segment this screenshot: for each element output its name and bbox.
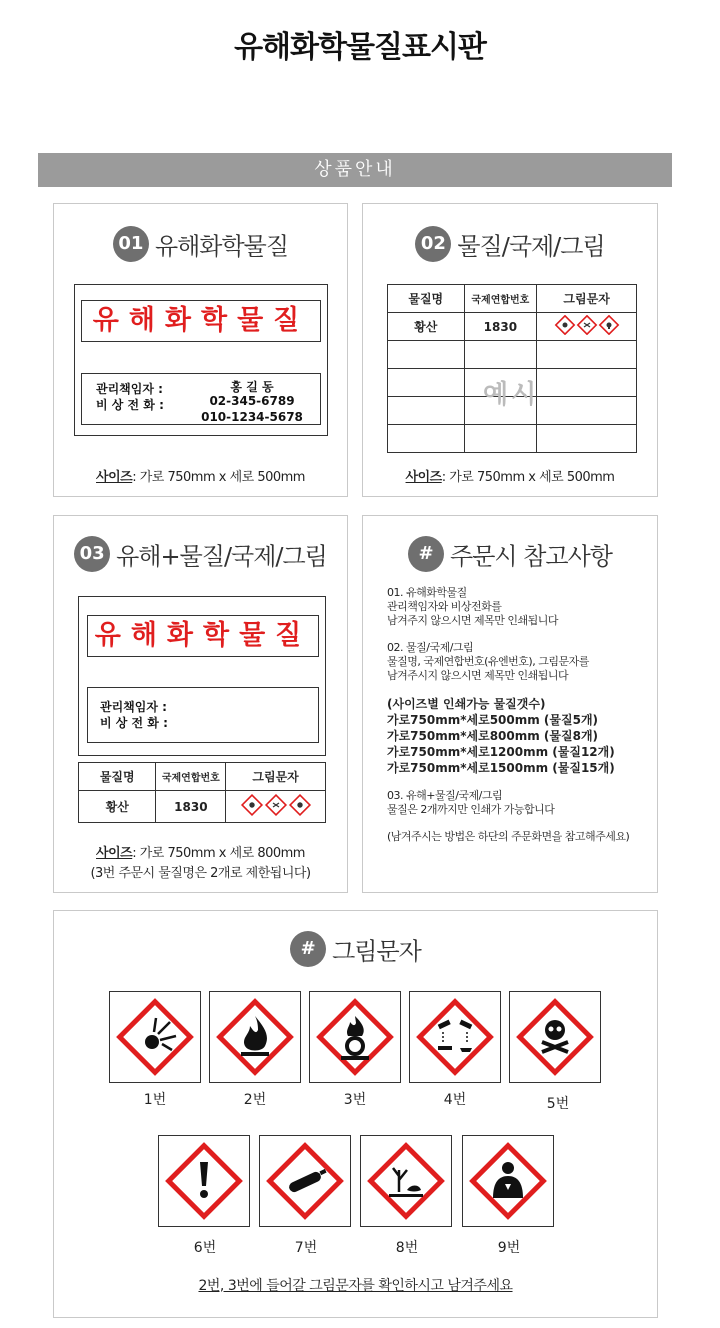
panel-heading [363,226,657,262]
phone-1: 02-345-6789 [209,394,295,408]
sign-title: 유해화학물질 [81,300,321,342]
note-1-title: 01. 유해화학물질 [387,586,467,599]
panel-heading-text: 유해화학물질 [154,232,289,261]
page-title: 유해화학물질표시판 [234,30,486,65]
manager-label: 관리책임자 : [100,700,167,714]
table-row [388,425,637,453]
pictogram-label: 4번 [443,1092,467,1108]
contact-box [87,687,319,743]
header-un-number: 국제연합번호 [156,763,226,791]
table-row [388,313,637,341]
header-substance: 물질명 [388,285,465,313]
pictogram-label: 5번 [546,1096,570,1112]
size-label: 사이즈 [96,846,133,861]
pictogram-label: 8번 [395,1240,419,1256]
number-badge: 02 [415,226,451,262]
table-row [79,791,326,823]
sample-sign [74,284,328,436]
footer-note: 2번, 3번에 들어갈 그림문자를 확인하시고 남겨주세요 [198,1278,513,1294]
note-1 [387,586,647,628]
table-header-row [388,285,637,313]
gas-cylinder-icon [259,1135,351,1227]
panel-heading-text: 주문시 참고사항 [450,542,612,571]
size-line [54,466,347,485]
example-watermark: 예시 [483,380,540,410]
table-header-row [79,763,326,791]
size-text: : 가로 750mm x 세로 500mm [132,470,305,485]
size-capacity-list [387,696,647,776]
pictogram-label: 9번 [497,1240,521,1256]
note-2-line-2: 남겨주시지 않으시면 제목만 인쇄됩니다 [387,669,569,682]
note-2 [387,641,647,683]
size-capacity-item: 가로750mm*세로500mm (물질5개) [387,713,599,727]
phone-2: 010-1234-5678 [201,410,303,424]
note-3-line-1: 물질은 2개까지만 인쇄가 가능합니다 [387,803,555,816]
note-1-line-1: 관리책임자와 비상전화를 [387,600,502,613]
size-text: : 가로 750mm x 세로 800mm [132,846,305,861]
sign-title: 유해화학물질 [87,615,319,657]
header-un-number: 국제연합번호 [464,285,537,313]
exclamation-mark-icon [158,1135,250,1227]
cell-pictograms [226,791,326,823]
panel-heading [363,536,657,572]
number-badge: 01 [113,226,149,262]
sample-sign [78,596,326,756]
emergency-label: 비 상 전 화 : [100,716,168,730]
header-pictogram: 그림문자 [226,763,326,791]
note-2-title: 02. 물질/국제/그림 [387,641,474,654]
substance-table [387,284,637,453]
table-row [388,341,637,369]
header-substance: 물질명 [79,763,156,791]
size-note: (3번 주문시 물질명은 2개로 제한됩니다) [90,866,311,881]
panel-pictograms [53,910,658,1318]
size-capacity-item: 가로750mm*세로1200mm (물질12개) [387,745,615,759]
size-line [363,466,657,485]
skull-crossbones-icon [509,991,601,1083]
cell-substance: 황산 [388,313,465,341]
flame-icon [209,991,301,1083]
panel-heading-text: 그림문자 [332,937,421,966]
size-label: 사이즈 [96,470,133,485]
cell-pictograms [537,313,637,341]
panel-order-notes [362,515,658,893]
panel-heading [54,536,347,572]
corrosion-icon [409,991,501,1083]
panel-heading-text: 유해+물질/국제/그림 [116,542,327,571]
panel-combined [53,515,348,893]
size-capacity-item: 가로750mm*세로800mm (물질8개) [387,729,599,743]
size-label: 사이즈 [405,470,442,485]
number-badge: 03 [74,536,110,572]
flame-over-circle-icon [309,991,401,1083]
panel-heading [54,931,657,967]
note-2-line-1: 물질명, 국제연합번호(유엔번호), 그림문자를 [387,655,589,668]
size-line [54,842,347,861]
panel-substance-table [362,203,658,497]
panel-heading [54,226,347,262]
number-badge: # [408,536,444,572]
section-bar: 상품안내 [38,153,672,187]
order-notes [387,586,647,844]
substance-table [78,762,326,823]
pictogram-label: 6번 [193,1240,217,1256]
cell-un-number: 1830 [156,791,226,823]
panel-hazardous-chemical [53,203,348,497]
size-capacity-item: 가로750mm*세로1500mm (물질15개) [387,761,615,775]
number-badge: # [290,931,326,967]
mini-pictograms-icon [240,794,312,816]
environment-icon [360,1135,452,1227]
header-pictogram: 그림문자 [537,285,637,313]
health-hazard-icon [462,1135,554,1227]
cell-substance: 황산 [79,791,156,823]
size-capacity-title: (사이즈별 인쇄가능 물질갯수) [387,697,546,711]
contact-box [81,373,321,425]
pictogram-label: 3번 [343,1092,367,1108]
emergency-label: 비 상 전 화 : [96,398,164,412]
pictogram-label: 2번 [243,1092,267,1108]
manager-name: 홍 길 동 [230,380,274,394]
exploding-bomb-icon [109,991,201,1083]
mini-pictograms-icon [554,315,620,335]
note-3 [387,789,647,817]
size-text: : 가로 750mm x 세로 500mm [441,470,615,485]
cell-un-number: 1830 [464,313,537,341]
pictogram-label: 1번 [143,1092,167,1108]
note-1-line-2: 남겨주지 않으시면 제목만 인쇄됩니다 [387,614,559,627]
manager-label: 관리책임자 : [96,382,163,396]
note-3-title: 03. 유해+물질/국제/그림 [387,789,503,802]
pictogram-label: 7번 [294,1240,318,1256]
panel-heading-text: 물질/국제/그림 [457,232,605,261]
note-4: (남겨주시는 방법은 하단의 주문화면을 참고해주세요) [387,830,630,843]
